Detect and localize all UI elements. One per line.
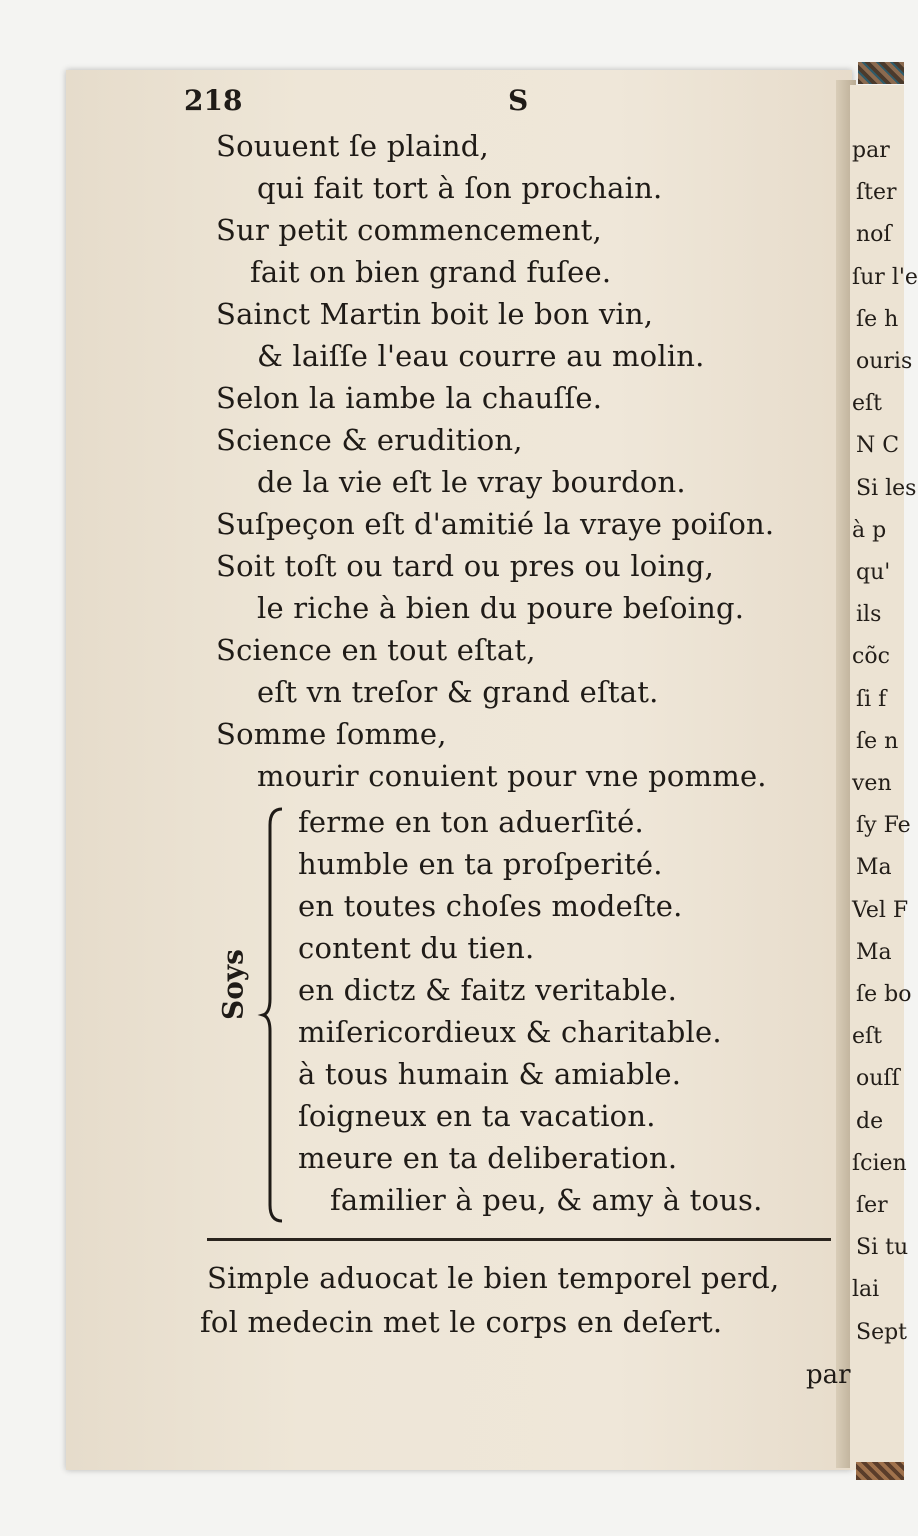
- proverb-line: Soit toſt ou tard ou pres ou loing,: [216, 549, 715, 583]
- facing-page-line: ſy Fe: [856, 813, 911, 839]
- curly-brace-icon: [262, 807, 284, 1223]
- proverb-line: & laiſſe l'eau courre au molin.: [257, 339, 705, 373]
- catchword: par: [806, 1360, 851, 1390]
- facing-page-line: ſe h: [856, 306, 899, 332]
- soys-item: en dictz & faitz veritable.: [298, 973, 678, 1007]
- proverb-line: Sainct Martin boit le bon vin,: [216, 297, 654, 331]
- proverb-line: Selon la iambe la chauſſe.: [216, 381, 603, 415]
- facing-page-line: Sept: [856, 1319, 908, 1345]
- facing-page-line: de: [856, 1108, 884, 1134]
- footer-proverb-line: fol medecin met le corps en deſert.: [200, 1305, 723, 1339]
- facing-page-line: Ma: [856, 855, 892, 881]
- facing-page-line: lai: [852, 1277, 880, 1303]
- soys-item: en toutes choſes modeſte.: [298, 889, 683, 923]
- proverb-line: Suſpeçon eſt d'amitié la vraye poiſon.: [216, 507, 775, 541]
- facing-page-line: Ma: [856, 939, 892, 965]
- facing-page-line: cõc: [852, 644, 890, 670]
- soys-item: ferme en ton aduerſité.: [298, 805, 644, 839]
- book-binding-top: [858, 62, 904, 84]
- facing-page-line: eſt: [852, 1024, 883, 1050]
- soys-item: ſoigneux en ta vacation.: [298, 1099, 656, 1133]
- proverb-line: le riche à bien du poure beſoing.: [257, 591, 745, 625]
- proverb-line: Science & erudition,: [216, 423, 523, 457]
- facing-page-line: ven: [852, 771, 892, 796]
- facing-page-line: eſt: [852, 391, 883, 417]
- proverb-line: Souuent ſe plaind,: [216, 129, 489, 163]
- facing-page-line: ils: [856, 602, 882, 628]
- facing-page-line: ſur l'e: [852, 264, 918, 290]
- facing-page-line: ſi f: [856, 686, 887, 712]
- facing-page: [850, 85, 918, 1470]
- facing-page-line: ſe n: [856, 728, 899, 754]
- facing-page-line: ouris: [856, 349, 913, 374]
- facing-page-line: ſcien: [852, 1150, 907, 1176]
- proverb-line: Sur petit commencement,: [216, 213, 602, 247]
- soys-item: meure en ta deliberation.: [298, 1141, 678, 1175]
- soys-item: familier à peu, & amy à tous.: [330, 1183, 763, 1217]
- facing-page-line: noſ: [856, 222, 892, 248]
- proverb-line: Science en tout eſtat,: [216, 633, 536, 667]
- facing-page-line: Vel F: [852, 897, 909, 923]
- facing-page-line: Si tu: [856, 1235, 909, 1261]
- proverb-line: de la vie eſt le vray bourdon.: [257, 465, 686, 499]
- section-letter: S: [508, 84, 529, 117]
- horizontal-rule: [207, 1238, 831, 1241]
- facing-page-line: ſer: [856, 1193, 888, 1218]
- facing-page-line: par: [852, 138, 890, 163]
- page-number: 218: [184, 84, 243, 117]
- book-binding-bottom: [856, 1462, 904, 1480]
- facing-page-line: Si les: [856, 475, 917, 501]
- soys-item: humble en ta proſperité.: [298, 847, 663, 881]
- footer-proverb-line: Simple aduocat le bien temporel perd,: [207, 1261, 780, 1295]
- soys-item: miſericordieux & charitable.: [298, 1015, 722, 1049]
- proverb-line: fait on bien grand fuſee.: [250, 255, 612, 289]
- soys-label: Soys: [216, 949, 250, 1021]
- facing-page-line: ouſſ: [856, 1066, 900, 1092]
- facing-page-line: ſter: [856, 180, 897, 206]
- soys-item: à tous humain & amiable.: [298, 1057, 682, 1091]
- facing-page-line: qu': [856, 560, 891, 585]
- facing-page-line: ſe bo: [856, 982, 912, 1007]
- proverb-line: eſt vn treſor & grand eſtat.: [257, 675, 659, 709]
- facing-page-line: N C: [856, 433, 900, 459]
- proverb-line: qui fait tort à ſon prochain.: [257, 171, 663, 205]
- proverb-line: mourir conuient pour vne pomme.: [257, 759, 767, 793]
- soys-item: content du tien.: [298, 931, 535, 965]
- proverb-line: Somme ſomme,: [216, 717, 447, 751]
- facing-page-line: à p: [852, 517, 887, 543]
